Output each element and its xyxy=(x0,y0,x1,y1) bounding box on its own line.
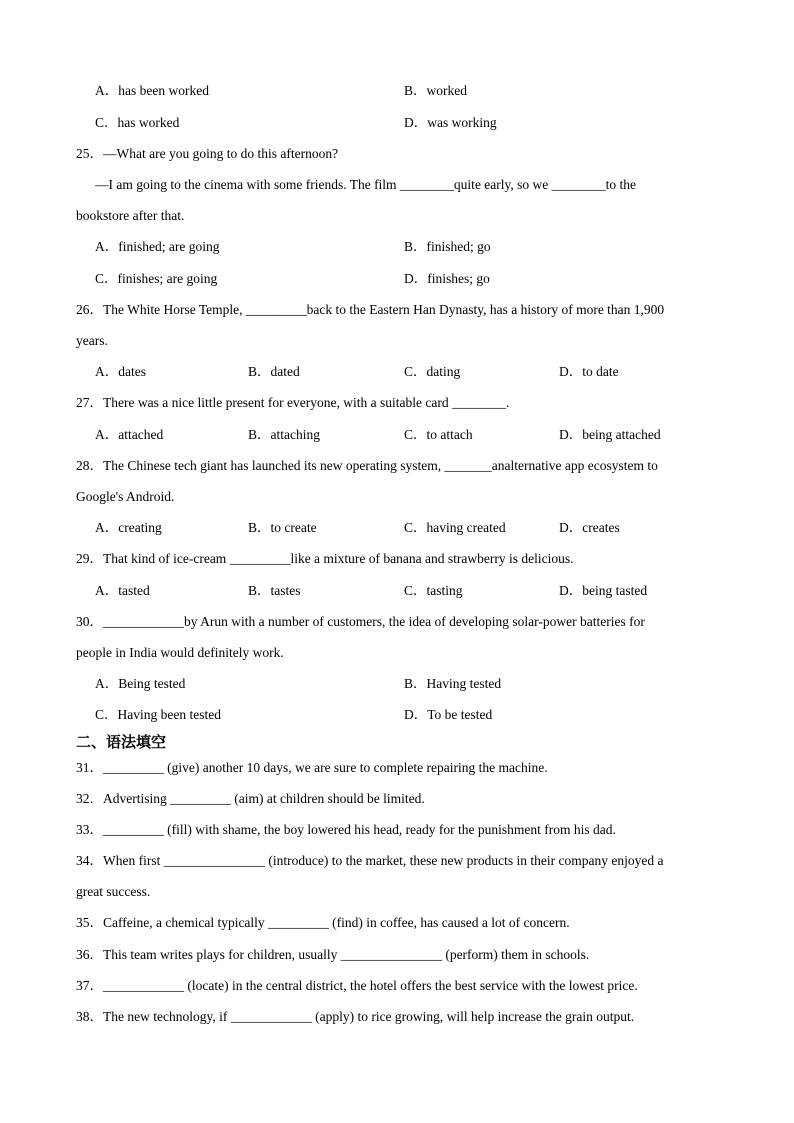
q28-option-b: B．to create xyxy=(248,520,317,535)
q29-stem-line1: 29．That kind of ice-cream _________like a mixture of banana and strawberry is delicious. xyxy=(76,551,574,566)
q38-stem: 38．The new technology, if ____________ (apply) to rice growing, will help increase the grain output. xyxy=(76,1009,635,1024)
q26-option-b: B．dated xyxy=(248,364,300,379)
q28-option-a: A．creating xyxy=(95,520,162,535)
q25-option-c: C．finishes; are going xyxy=(95,271,218,286)
q30-stem-line2: people in India would definitely work. xyxy=(76,645,284,660)
q25-option-d: D．finishes; go xyxy=(404,271,490,286)
q30-stem-line1: 30．____________by Arun with a number of customers, the idea of developing solar-power batteries for xyxy=(76,614,645,629)
q26-option-a: A．dates xyxy=(95,364,146,379)
q34-stem-line2: great success. xyxy=(76,884,151,899)
q27-option-b: B．attaching xyxy=(248,427,320,442)
q28-stem-line2: Google's Android. xyxy=(76,489,175,504)
q24-option-c: C．has worked xyxy=(95,115,180,130)
q29-option-c: C．tasting xyxy=(404,583,463,598)
q37-stem: 37．____________ (locate) in the central district, the hotel offers the best service with the lowest price. xyxy=(76,978,638,993)
q36-stem: 36．This team writes plays for children, usually _______________ (perform) them in schools. xyxy=(76,947,590,962)
q33-stem: 33．_________ (fill) with shame, the boy lowered his head, ready for the punishment from his dad. xyxy=(76,822,616,837)
q25-option-a: A．finished; are going xyxy=(95,239,220,254)
q27-option-c: C．to attach xyxy=(404,427,473,442)
q25-stem-line2: —I am going to the cinema with some friends. The film ________quite early, so we ________to the xyxy=(95,177,637,192)
q28-option-c: C．having created xyxy=(404,520,506,535)
q30-option-a: A．Being tested xyxy=(95,676,186,691)
q26-option-c: C．dating xyxy=(404,364,461,379)
q24-option-b: B．worked xyxy=(404,83,467,98)
q30-option-c: C．Having been tested xyxy=(95,707,221,722)
q25-option-b: B．finished; go xyxy=(404,239,491,254)
q32-stem: 32．Advertising _________ (aim) at children should be limited. xyxy=(76,791,425,806)
q30-option-d: D．To be tested xyxy=(404,707,493,722)
q31-stem: 31．_________ (give) another 10 days, we are sure to complete repairing the machine. xyxy=(76,760,548,775)
q29-option-b: B．tastes xyxy=(248,583,301,598)
q34-stem-line1: 34．When first _______________ (introduce) to the market, these new products in their company enjoyed a xyxy=(76,853,664,868)
q27-option-d: D．being attached xyxy=(559,427,661,442)
q30-option-b: B．Having tested xyxy=(404,676,502,691)
q29-option-a: A．tasted xyxy=(95,583,150,598)
q27-option-a: A．attached xyxy=(95,427,164,442)
q26-stem-line2: years. xyxy=(76,333,108,348)
q29-option-d: D．being tasted xyxy=(559,583,648,598)
q25-stem-line1: 25．—What are you going to do this afternoon? xyxy=(76,146,339,161)
q28-stem-line1: 28．The Chinese tech giant has launched its new operating system, _______analternative app ecosystem to xyxy=(76,458,658,473)
section-title-grammar-fill: 二、语法填空 xyxy=(76,733,167,751)
q25-stem-line3: bookstore after that. xyxy=(76,208,185,223)
q35-stem: 35．Caffeine, a chemical typically _________ (find) in coffee, has caused a lot of concern. xyxy=(76,915,570,930)
q26-stem-line1: 26．The White Horse Temple, _________back to the Eastern Han Dynasty, has a history of more than 1,900 xyxy=(76,302,665,317)
q27-stem-line1: 27．There was a nice little present for everyone, with a suitable card ________. xyxy=(76,395,510,410)
q24-option-a: A．has been worked xyxy=(95,83,209,98)
q24-option-d: D．was working xyxy=(404,115,497,130)
q26-option-d: D．to date xyxy=(559,364,619,379)
q28-option-d: D．creates xyxy=(559,520,620,535)
